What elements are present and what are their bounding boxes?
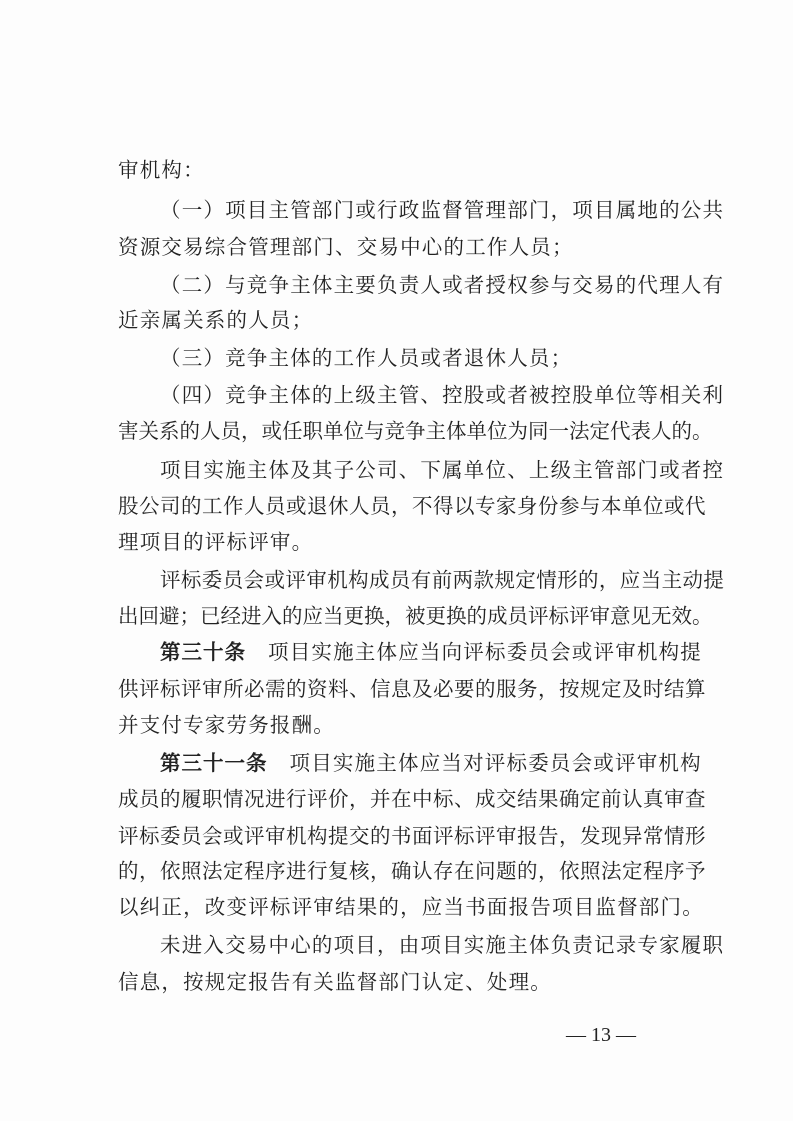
text-line: 评标委员会或评审机构提交的书面评标评审报告，发现异常情形 [118,824,706,848]
article-31-line [160,748,702,778]
article-30-line [160,637,702,667]
text-line: 的，依照法定程序进行复核，确认存在问题的，依照法定程序予 [118,859,706,883]
text-line: 信息，按规定报告有关监督部门认定、处理。 [118,970,552,994]
text-line: 近亲属关系的人员； [118,308,314,332]
text-line: 供评标评审所必需的资料、信息及必要的服务，按规定及时结算 [118,677,706,701]
page-number: — 13 — [566,1024,636,1046]
text-line: 评标委员会或评审机构成员有前两款规定情形的，应当主动提 [160,568,725,592]
text-line: 审机构： [118,158,205,182]
article-30-heading: 第三十条 [160,640,246,664]
text-line: 资源交易综合管理部门、交易中心的工作人员； [118,235,574,259]
article-31-heading: 第三十一条 [160,751,268,775]
text-line: （三）竞争主体的工作人员或者退休人员； [160,346,573,370]
text-line: （四）竞争主体的上级主管、控股或者被控股单位等相关利 [160,383,725,407]
text-line: 以纠正，改变评标评审结果的，应当书面报告项目监督部门。 [118,895,704,919]
article-30-text: 项目实施主体应当向评标委员会或评审机构提 [268,640,702,664]
text-line: 成员的履职情况进行评价，并在中标、成交结果确定前认真审查 [118,787,706,811]
text-line: 出回避；已经进入的应当更换，被更换的成员评标评审意见无效。 [118,604,713,628]
text-line: 理项目的评标评审。 [118,530,314,554]
text-line: 股公司的工作人员或退休人员，不得以专家身份参与本单位或代 [118,494,706,518]
text-line: 项目实施主体及其子公司、下属单位、上级主管部门或者控 [160,458,725,482]
article-31-text: 项目实施主体应当对评标委员会或评审机构 [289,751,702,775]
text-line: （一）项目主管部门或行政监督管理部门，项目属地的公共 [160,198,725,222]
text-line: 并支付专家劳务报酬。 [118,713,335,737]
text-line: 未进入交易中心的项目，由项目实施主体负责记录专家履职 [160,933,725,957]
text-line: 害关系的人员，或任职单位与竞争主体单位为同一法定代表人的。 [118,419,713,443]
text-line: （二）与竞争主体主要负责人或者授权参与交易的代理人有 [160,273,725,297]
